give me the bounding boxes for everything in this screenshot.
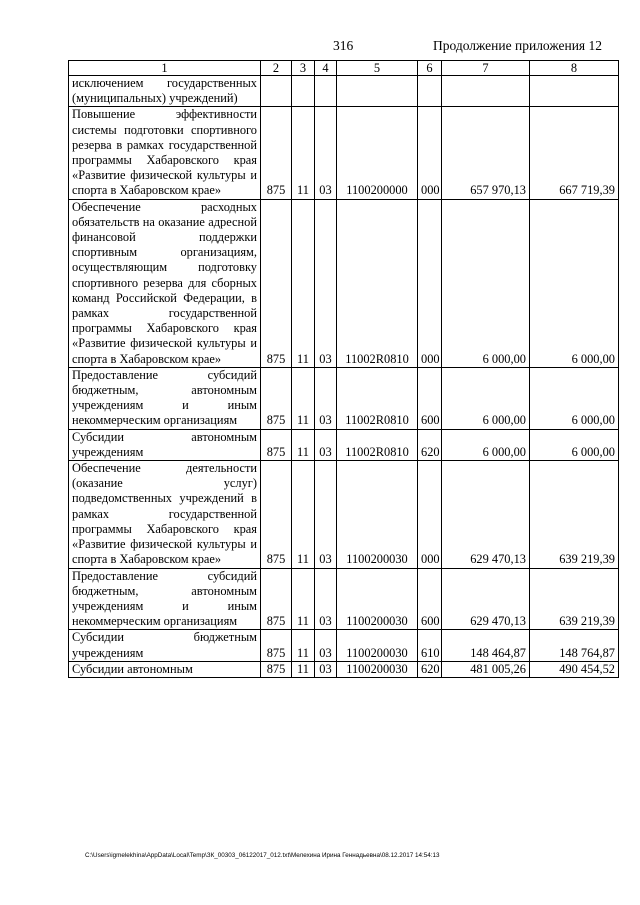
cell-target: 1100200030 bbox=[337, 568, 418, 630]
cell-amount-8 bbox=[530, 76, 619, 107]
cell-code bbox=[261, 76, 292, 107]
table-row bbox=[69, 461, 619, 568]
cell-section: 11 bbox=[292, 461, 315, 568]
cell-type: 000 bbox=[418, 107, 442, 199]
cell-code: 875 bbox=[261, 107, 292, 199]
column-header: 8 bbox=[530, 61, 619, 76]
page-number: 316 bbox=[333, 38, 354, 53]
cell-subsection bbox=[315, 76, 337, 107]
cell-code: 875 bbox=[261, 367, 292, 429]
row-name: Повышение эффективности системы подготовки спортивного резерва в рамках государственной программы Хабаровского края «Развитие физической культуры и спорта в Хабаровском крае» bbox=[69, 107, 261, 199]
cell-target bbox=[337, 76, 418, 107]
cell-amount-8: 6 000,00 bbox=[530, 199, 619, 367]
cell-type: 000 bbox=[418, 199, 442, 367]
cell-amount-8: 6 000,00 bbox=[530, 429, 619, 460]
cell-amount-7: 6 000,00 bbox=[442, 199, 530, 367]
cell-amount-8: 6 000,00 bbox=[530, 367, 619, 429]
table-row bbox=[69, 661, 619, 677]
column-header: 6 bbox=[418, 61, 442, 76]
row-name: Субсидии автономным учреждениям bbox=[69, 429, 261, 460]
cell-section: 11 bbox=[292, 630, 315, 661]
cell-target: 11002R0810 bbox=[337, 199, 418, 367]
cell-subsection: 03 bbox=[315, 630, 337, 661]
cell-type: 610 bbox=[418, 630, 442, 661]
continuation-title: Продолжение приложения 12 bbox=[433, 38, 603, 53]
cell-amount-7: 148 464,87 bbox=[442, 630, 530, 661]
cell-subsection: 03 bbox=[315, 367, 337, 429]
row-name: исключением государственных (муниципальных) учреждений) bbox=[69, 76, 261, 107]
table-row bbox=[69, 429, 619, 460]
cell-code: 875 bbox=[261, 429, 292, 460]
cell-subsection: 03 bbox=[315, 568, 337, 630]
cell-amount-7 bbox=[442, 76, 530, 107]
cell-amount-7: 6 000,00 bbox=[442, 367, 530, 429]
column-header: 5 bbox=[337, 61, 418, 76]
cell-subsection: 03 bbox=[315, 461, 337, 568]
cell-type: 600 bbox=[418, 367, 442, 429]
cell-code: 875 bbox=[261, 461, 292, 568]
table-row bbox=[69, 76, 619, 107]
table-row bbox=[69, 107, 619, 199]
cell-type: 620 bbox=[418, 661, 442, 677]
row-name: Субсидии бюджетным учреждениям bbox=[69, 630, 261, 661]
cell-code: 875 bbox=[261, 199, 292, 367]
cell-target: 1100200000 bbox=[337, 107, 418, 199]
cell-section bbox=[292, 76, 315, 107]
cell-target: 11002R0810 bbox=[337, 367, 418, 429]
table-row bbox=[69, 199, 619, 367]
cell-amount-7: 6 000,00 bbox=[442, 429, 530, 460]
cell-amount-7: 657 970,13 bbox=[442, 107, 530, 199]
budget-table bbox=[68, 60, 619, 678]
column-header: 1 bbox=[69, 61, 261, 76]
cell-section: 11 bbox=[292, 568, 315, 630]
cell-amount-8: 490 454,52 bbox=[530, 661, 619, 677]
column-header: 3 bbox=[292, 61, 315, 76]
cell-section: 11 bbox=[292, 367, 315, 429]
cell-amount-8: 639 219,39 bbox=[530, 568, 619, 630]
cell-code: 875 bbox=[261, 630, 292, 661]
cell-code: 875 bbox=[261, 661, 292, 677]
column-header: 4 bbox=[315, 61, 337, 76]
cell-section: 11 bbox=[292, 107, 315, 199]
row-name: Субсидии автономным bbox=[69, 661, 261, 677]
cell-amount-8: 667 719,39 bbox=[530, 107, 619, 199]
cell-type: 600 bbox=[418, 568, 442, 630]
cell-amount-7: 629 470,13 bbox=[442, 461, 530, 568]
table-header-row bbox=[69, 61, 619, 76]
cell-subsection: 03 bbox=[315, 661, 337, 677]
cell-target: 1100200030 bbox=[337, 461, 418, 568]
table-row bbox=[69, 568, 619, 630]
cell-code: 875 bbox=[261, 568, 292, 630]
cell-subsection: 03 bbox=[315, 107, 337, 199]
cell-subsection: 03 bbox=[315, 199, 337, 367]
cell-type bbox=[418, 76, 442, 107]
cell-amount-7: 481 005,26 bbox=[442, 661, 530, 677]
cell-target: 11002R0810 bbox=[337, 429, 418, 460]
cell-section: 11 bbox=[292, 429, 315, 460]
row-name: Обеспечение деятельности (оказание услуг) подведомственных учреждений в рамках государственной программы Хабаровского края «Развитие физической культуры и спорта в Хабаровском крае» bbox=[69, 461, 261, 568]
table-row bbox=[69, 630, 619, 661]
cell-section: 11 bbox=[292, 661, 315, 677]
table-row bbox=[69, 367, 619, 429]
cell-target: 1100200030 bbox=[337, 630, 418, 661]
row-name: Обеспечение расходных обязательств на оказание адресной финансовой поддержки спортивным организациям, осуществляющим подготовку спортивного резерва для сборных команд Российской Федерации, в рамках государственной программы Хабаровского края «Развитие физической культуры и спорта в Хабаровском крае» bbox=[69, 199, 261, 367]
column-header: 2 bbox=[261, 61, 292, 76]
cell-subsection: 03 bbox=[315, 429, 337, 460]
row-name: Предоставление субсидий бюджетным, автономным учреждениям и иным некоммерческим организациям bbox=[69, 568, 261, 630]
cell-section: 11 bbox=[292, 199, 315, 367]
column-header: 7 bbox=[442, 61, 530, 76]
cell-type: 000 bbox=[418, 461, 442, 568]
footer-file-path: C:\Users\igmelekhina\AppData\Local\Temp\ЗК_00303_06122017_012.txt\Мелехина Ирина Геннадьевна\08.12.2017 14:54:13 bbox=[85, 852, 440, 859]
row-name: Предоставление субсидий бюджетным, автономным учреждениям и иным некоммерческим организациям bbox=[69, 367, 261, 429]
cell-amount-8: 639 219,39 bbox=[530, 461, 619, 568]
cell-amount-8: 148 764,87 bbox=[530, 630, 619, 661]
cell-target: 1100200030 bbox=[337, 661, 418, 677]
cell-type: 620 bbox=[418, 429, 442, 460]
cell-amount-7: 629 470,13 bbox=[442, 568, 530, 630]
